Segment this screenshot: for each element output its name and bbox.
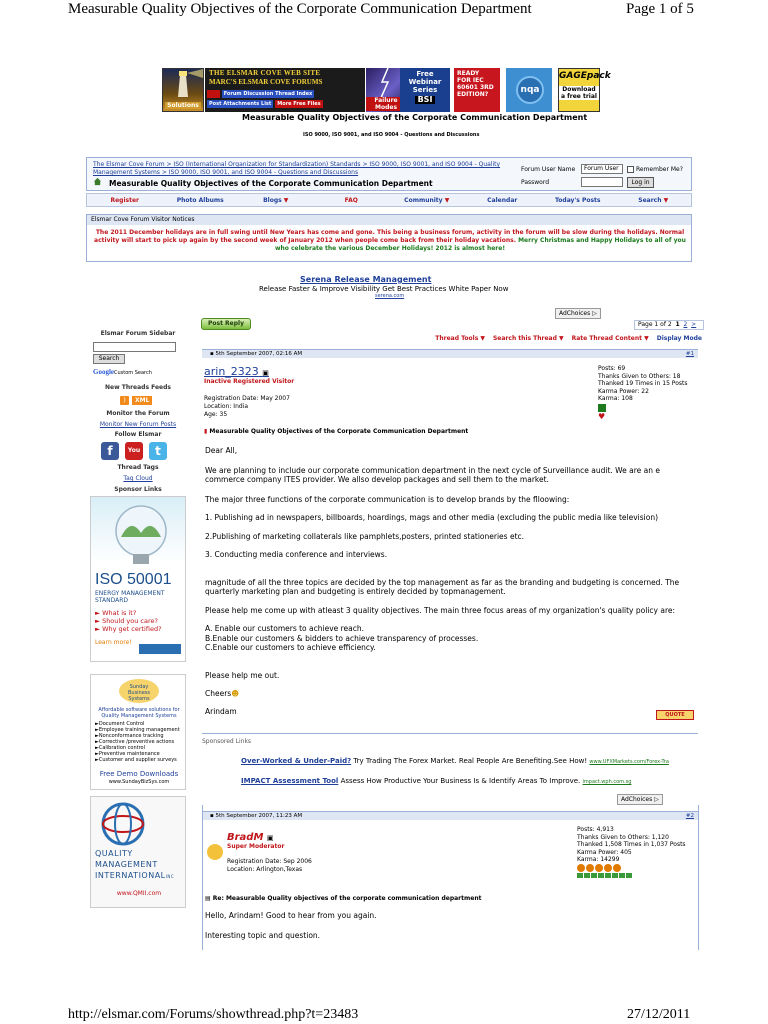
post1-stat: Thanked 19 Times in 15 Posts xyxy=(598,380,688,387)
ad1-url[interactable]: www.UFXMarkets.com/Forex-Tra xyxy=(589,759,669,765)
thread-tags-heading: Thread Tags xyxy=(117,464,159,471)
nav-label: Photo Albums xyxy=(176,196,224,204)
post1-paragraph: C.Enable our customers to achieve efficiency. xyxy=(205,643,376,652)
rss-icon[interactable]: ) xyxy=(120,396,129,405)
sunday-tag1: Affordable software solutions for xyxy=(98,707,180,713)
qmii-suffix: INC xyxy=(165,874,175,879)
sunday-feature: ►Corrective /preventive actions xyxy=(95,739,175,745)
reputation-block xyxy=(584,873,590,878)
custom-search-label: Custom Search xyxy=(114,370,152,376)
post1-paragraph: The major three functions of the corporate communication is to develop brands by the flloowing: xyxy=(205,494,570,504)
post1-cheers-text: Cheers xyxy=(205,689,232,698)
print-page-number: Page 1 of 5 xyxy=(626,1,694,17)
lighthouse-banner[interactable] xyxy=(162,68,204,112)
nav-search[interactable] xyxy=(616,197,692,204)
nav-label: Search xyxy=(638,196,662,204)
google-logo: Google xyxy=(93,368,114,376)
post2-user-info xyxy=(227,858,312,874)
post2-stat: Thanks Given to Others: 1,120 xyxy=(577,833,669,841)
bsi-logo-small xyxy=(139,644,181,654)
post-icon: ▪ xyxy=(210,813,214,819)
sunday-feature: ►Document Control xyxy=(95,721,145,727)
iec-line-3: 60601 3RD xyxy=(457,84,494,91)
adchoices-button-2[interactable] xyxy=(617,794,663,805)
iso50001-line2: STANDARD xyxy=(95,597,129,604)
sunday-feature: ►Employee training management xyxy=(95,727,180,733)
top-ad-text: Release Faster & Improve Visibility Get Best Practices White Paper Now xyxy=(259,285,509,293)
nqa-logo: nqa xyxy=(516,76,544,104)
dropdown-arrow-icon: ▼ xyxy=(283,196,289,204)
username-input[interactable]: Forum User xyxy=(581,164,623,174)
print-title: Measurable Quality Objectives of the Corporate Communication Department xyxy=(68,1,532,17)
reputation-icon xyxy=(598,404,606,412)
remember-me-checkbox[interactable] xyxy=(627,166,634,173)
twitter-icon[interactable]: t xyxy=(149,442,167,460)
tag-cloud-link[interactable]: Tag Cloud xyxy=(123,475,153,482)
sidebar xyxy=(88,320,188,960)
reputation-block xyxy=(577,873,583,878)
post1-signature: Arindam xyxy=(205,706,237,716)
login-button[interactable]: Log in xyxy=(627,177,654,188)
post1-stats xyxy=(598,365,687,403)
print-url: http://elsmar.com/Forums/showthread.php?t=23483 xyxy=(68,1007,359,1022)
reputation-block xyxy=(626,873,632,878)
iec-line-4: EDITION? xyxy=(457,91,489,98)
notice-holiday-text: Merry Christmas and Happy Holidays to all of you who celebrate the various December Holidays! 2012 is almost here! xyxy=(274,237,686,252)
breadcrumb-title: Measurable Quality Objectives of the Corporate Communication Department xyxy=(109,179,433,188)
sunday-business-ad[interactable] xyxy=(90,674,186,790)
nqa-banner[interactable] xyxy=(506,68,552,112)
quote-button[interactable]: QUOTE xyxy=(656,710,694,720)
post2-number[interactable]: #2 xyxy=(685,813,694,819)
bsi-logo: BSI xyxy=(415,96,436,104)
post1-subject xyxy=(204,428,468,435)
sidebar-search-input[interactable] xyxy=(93,342,176,352)
nav-label: FAQ xyxy=(344,196,358,204)
print-date: 27/12/2011 xyxy=(627,1007,691,1022)
nav-label: Register xyxy=(110,196,139,204)
sunday-features xyxy=(95,721,180,763)
iso50001-title: ISO 50001 xyxy=(95,571,172,588)
visitor-notices xyxy=(86,214,692,262)
post1-paragraph: 3. Conducting media conference and interviews. xyxy=(205,550,388,559)
notice-body xyxy=(93,229,687,253)
youtube-icon[interactable]: You xyxy=(125,442,143,460)
home-icon[interactable] xyxy=(93,177,102,186)
webinar-line-3: Series xyxy=(412,86,438,94)
sunday-feature: ►Customer and supplier surveys xyxy=(95,757,177,763)
post-subject-icon: ▮ xyxy=(204,428,208,435)
post2-stat: Posts: 4,913 xyxy=(577,826,614,833)
gagepack-logo: GAGEpack xyxy=(559,71,611,81)
post1-stat: Posts: 69 xyxy=(598,365,626,372)
post1-user-info xyxy=(204,395,290,419)
webinar-line-1: Free xyxy=(416,70,434,78)
post-subject-icon: ▤ xyxy=(205,895,211,902)
elsmar-site-banner[interactable] xyxy=(205,68,365,112)
qmii-line3 xyxy=(95,871,174,880)
password-label: Password xyxy=(521,179,550,186)
post2-subject-text: Re: Measurable Quality objectives of the corporate communication department xyxy=(212,895,482,902)
post1-stat: Karma Power: 22 xyxy=(598,387,649,395)
thread-tools-bar xyxy=(202,335,702,345)
webinar-banner[interactable] xyxy=(400,68,450,112)
post1-stat: Karma: 108 xyxy=(598,395,633,402)
adchoices-icon: ▷ xyxy=(592,310,597,317)
iso50001-line1: ENERGY MANAGEMENT xyxy=(95,590,165,597)
adchoices-label: AdChoices xyxy=(621,796,653,803)
nav-todays-posts[interactable] xyxy=(540,197,616,204)
post2-paragraph: Interesting topic and question. xyxy=(205,930,321,940)
user-offline-icon: ▣ xyxy=(262,369,269,377)
qmii-line2: MANAGEMENT xyxy=(95,860,158,869)
download-label: Download xyxy=(562,86,596,93)
post2-right-border xyxy=(698,805,699,950)
ad1-text: Try Trading The Forex Market. Real People Are Benefiting.See How! xyxy=(353,757,588,765)
new-threads-feeds: New Threads Feeds xyxy=(105,384,171,391)
post1-subject-text: Measurable Quality Objectives of the Corporate Communication Department xyxy=(209,428,469,435)
post1-cheers xyxy=(205,689,690,699)
qmii-line1: QUALITY xyxy=(95,849,133,858)
banner-strip-2[interactable] xyxy=(207,100,363,108)
reputation-icon xyxy=(595,864,603,872)
post1-paragraph: We are planning to include our corporate communication department in the next cycle of Surveillance audit. We are an e commerce company ITES provider. We allso develop packages and sell them to the market. xyxy=(205,465,661,484)
ad2-text: Assess How Productive Your Business Is & Identify Areas To Improve. xyxy=(340,777,581,785)
sunday-tag2: Quality Management Systems xyxy=(101,713,177,719)
facebook-icon[interactable]: f xyxy=(101,442,119,460)
post1-paragraph: Please help me out. xyxy=(205,670,280,680)
social-icons xyxy=(101,442,167,460)
post-reply-button[interactable]: Post Reply xyxy=(201,318,251,330)
nav-register[interactable] xyxy=(87,197,163,204)
post2-location: Location: Arlington,Texas xyxy=(227,866,303,873)
banner-strip-1[interactable] xyxy=(207,90,363,98)
breadcrumb[interactable]: The Elsmar Cove Forum > ISO (International Organization for Standardization) Standards > ISO 9000, ISO 9001, and ISO 9004 - Quality Management Systems > ISO 9000, ISO 9001, and ISO 9004 - Questions and Discussions xyxy=(93,161,501,176)
adchoices-label: AdChoices xyxy=(559,310,591,317)
iso50001-ad[interactable] xyxy=(90,496,186,662)
adchoices-icon: ▷ xyxy=(654,796,659,803)
tools-label: Display Mode xyxy=(656,335,702,342)
iso50001-more[interactable]: Learn more! xyxy=(95,639,132,646)
nav-community[interactable] xyxy=(389,197,465,204)
free-files-link[interactable]: More Free Files xyxy=(277,101,321,107)
iec-line-2: FOR IEC xyxy=(457,77,484,84)
post1-date: 5th September 2007, 02:16 AM xyxy=(215,351,303,357)
ad1-title[interactable]: Over-Worked & Under-Paid? xyxy=(241,757,352,765)
tools-label: Rate Thread Content xyxy=(571,335,643,342)
sunday-feature: ►Calibration control xyxy=(95,745,145,751)
post2-subject xyxy=(205,895,481,902)
post1-age: Age: 35 xyxy=(204,411,228,418)
reputation-icon xyxy=(586,864,594,872)
tools-label: Search this Thread xyxy=(492,335,557,342)
feed-icons xyxy=(120,396,152,405)
sunday-feature: ►Preventive maintenance xyxy=(95,751,160,757)
post1-reg-date: Registration Date: May 2007 xyxy=(204,395,290,402)
remember-me-label: Remember Me? xyxy=(636,166,683,173)
post2-stat: Thanked 1,508 Times in 1,037 Posts xyxy=(577,841,686,848)
sunday-demo: Free Demo Downloads xyxy=(99,770,179,778)
post2-username-text: BradM xyxy=(227,832,264,843)
post2-role: Super Moderator xyxy=(227,843,285,850)
iso50001-q2: ► Should you care? xyxy=(95,617,158,625)
top-ad-url[interactable]: serena.com xyxy=(375,293,405,299)
sponsored-divider xyxy=(202,733,698,734)
webinar-line-2: Webinar xyxy=(408,78,442,86)
password-input[interactable] xyxy=(581,177,623,187)
post1-username[interactable] xyxy=(204,365,269,378)
search-thread-menu[interactable]: Search this Thread ▼ xyxy=(492,335,564,342)
top-banner xyxy=(162,68,611,112)
nav-blogs[interactable] xyxy=(238,197,314,204)
reputation-block xyxy=(605,873,611,878)
qmii-ad[interactable] xyxy=(90,796,186,908)
post1-paragraph: Dear All, xyxy=(205,446,238,455)
notice-heading: Elsmar Cove Forum Visitor Notices xyxy=(87,215,691,225)
site-title: THE ELSMAR COVE WEB SITE xyxy=(209,69,321,77)
notice-text: The 2011 December holidays are in full swing until New Years has come and gone. This being a business forum, activity in the forum will be slow during the holidays. Normal activity will start to pick up again by the second week of January 2012 when people come back from their holiday vacations. xyxy=(94,229,685,244)
ad2-title[interactable]: IMPACT Assessment Tool xyxy=(241,777,339,785)
iso50001-q1: ► What is it? xyxy=(95,609,137,617)
nav-label: Blogs xyxy=(263,196,282,204)
post1-body xyxy=(205,446,690,716)
reputation-block xyxy=(619,873,625,878)
post1-paragraph: 1. Publishing ad in newspapers, billboards, hoardings, mags and other media (excluding the public media like television) xyxy=(205,513,659,522)
pager-next[interactable]: > xyxy=(691,321,697,328)
xml-button[interactable]: XML xyxy=(132,396,152,405)
pager xyxy=(634,320,704,330)
post1-paragraph: B.Enable our customers & bidders to achieve transparency of processes. xyxy=(205,633,479,643)
post2-stat: Karma Power: 405 xyxy=(577,848,632,856)
dropdown-arrow-icon: ▼ xyxy=(663,196,669,204)
nav-photo-albums[interactable] xyxy=(163,197,239,204)
post2-stat: Karma: 14299 xyxy=(577,856,620,863)
follow-elsmar: Follow Elsmar xyxy=(114,431,162,438)
site-forums: MARC'S ELSMAR COVE FORUMS xyxy=(209,78,323,86)
failure-modes-label: Failure Modes xyxy=(366,97,406,111)
iec-banner[interactable] xyxy=(454,68,500,112)
trial-label: a free trial xyxy=(561,93,597,100)
monitor-link[interactable]: Monitor New Forum Posts xyxy=(99,421,177,428)
lightbulb-image xyxy=(91,497,187,569)
navbar xyxy=(86,193,692,207)
gagepack-download xyxy=(559,86,599,100)
post2-body xyxy=(205,911,690,940)
dropdown-arrow-icon: ▼ xyxy=(444,196,450,204)
sunday-url: www.SundayBizSys.com xyxy=(108,779,170,785)
google-custom-search xyxy=(93,368,152,376)
sponsored-ad-1[interactable] xyxy=(241,757,669,765)
qmii-line3-text: INTERNATIONAL xyxy=(95,871,166,880)
reputation-block xyxy=(598,873,604,878)
post1-number[interactable]: #1 xyxy=(685,351,694,357)
post1-location: Location: India xyxy=(204,403,249,410)
post2-left-border xyxy=(202,805,203,950)
pager-page-2[interactable]: 2 xyxy=(683,321,688,328)
thanks-icon[interactable]: ♥ xyxy=(598,412,606,421)
iso50001-q3: ► Why get certified? xyxy=(95,625,162,633)
sunday-feature: ►Nonconformance tracking xyxy=(95,733,164,739)
reputation-block xyxy=(591,873,597,878)
thread-index-link[interactable]: Forum Discussion Thread Index xyxy=(223,91,313,97)
nav-faq[interactable] xyxy=(314,197,390,204)
post-icon: ▪ xyxy=(210,351,214,357)
top-ad-title[interactable]: Serena Release Management xyxy=(300,275,432,284)
qmii-globe-logo xyxy=(91,797,187,847)
gagepack-banner[interactable] xyxy=(558,68,611,112)
smiley-icon: ☻ xyxy=(231,689,240,698)
pager-label: Page 1 of 2 xyxy=(638,321,672,328)
page-subtitle: ISO 9000, ISO 9001, and ISO 9004 - Questions and Discussions xyxy=(303,132,480,138)
sponsored-ad-2[interactable] xyxy=(241,777,631,785)
reputation-bar xyxy=(577,873,632,878)
post2-reg-date: Registration Date: Sep 2006 xyxy=(227,858,312,865)
adchoices-button[interactable] xyxy=(555,308,601,319)
post2-username[interactable] xyxy=(227,832,274,843)
username-label: Forum User Name xyxy=(521,166,576,173)
sidebar-title: Elsmar Forum Sidebar xyxy=(100,330,176,337)
reputation-icon xyxy=(604,864,612,872)
post2-avatar xyxy=(207,844,223,860)
sponsored-links-heading: Sponsored Links xyxy=(202,738,252,745)
post1-paragraph: A. Enable our customers to achieve reach. xyxy=(205,624,365,633)
display-mode-menu[interactable] xyxy=(657,335,702,345)
post1-paragraph: magnitude of all the three topics are decided by the top management as far as the branding and budgeting is concerned. The quarterly marketing plan and budgeting is entirely decided by topmanagement. xyxy=(205,577,680,596)
nav-label: Calendar xyxy=(487,196,518,204)
rate-thread-menu[interactable]: Rate Thread Content ▼ xyxy=(571,335,649,342)
sidebar-search-button[interactable]: Search xyxy=(93,354,125,364)
reputation-icon xyxy=(577,864,585,872)
solutions-label: Solutions xyxy=(165,102,201,109)
breadcrumb-login-box xyxy=(86,157,692,191)
lighthouse-icon xyxy=(163,69,203,99)
reputation-block xyxy=(612,873,618,878)
post2-stats xyxy=(577,826,686,864)
post2-date: 5th September 2007, 11:23 AM xyxy=(215,813,303,819)
user-offline-icon: ▣ xyxy=(266,834,274,842)
post1-paragraph: Please help me come up with atleast 3 quality objectives. The main three focus areas of my organization's quality policy are: xyxy=(205,605,675,615)
nav-label: Community xyxy=(404,196,443,204)
post1-role: Inactive Registered Visitor xyxy=(204,378,295,385)
nav-label: Today's Posts xyxy=(554,196,601,204)
post1-stat: Thanks Given to Others: 18 xyxy=(598,372,681,380)
reputation-icons xyxy=(577,864,621,872)
reputation-icon xyxy=(613,864,621,872)
pager-page-1[interactable]: 1 xyxy=(675,321,680,328)
iec-line-1: READY xyxy=(457,70,480,77)
post1-header xyxy=(202,349,698,358)
post1-paragraph: 2.Publishing of marketing collaterals like pamphlets,posters, printed stationeries etc. xyxy=(205,531,525,541)
post2-header xyxy=(202,811,698,820)
tools-label: Thread Tools xyxy=(435,335,479,342)
ad2-url[interactable]: impact.wph.com.sg xyxy=(582,779,632,785)
post2-paragraph: Hello, Arindam! Good to hear from you again. xyxy=(205,911,377,920)
sunday-logo: Sunday Business Systems xyxy=(119,679,159,703)
qmii-url: www.QMII.com xyxy=(116,890,162,897)
nav-calendar[interactable] xyxy=(465,197,541,204)
post1-username-text: arin_2323 xyxy=(204,365,259,378)
sponsor-links-heading: Sponsor Links xyxy=(114,486,162,493)
thread-tools-menu[interactable]: Thread Tools ▼ xyxy=(435,335,485,342)
attachments-link[interactable]: Post Attachments List xyxy=(209,101,272,107)
monitor-forum-heading: Monitor the Forum xyxy=(106,410,170,417)
page-title: Measurable Quality Objectives of the Corporate Communication Department xyxy=(242,113,588,122)
